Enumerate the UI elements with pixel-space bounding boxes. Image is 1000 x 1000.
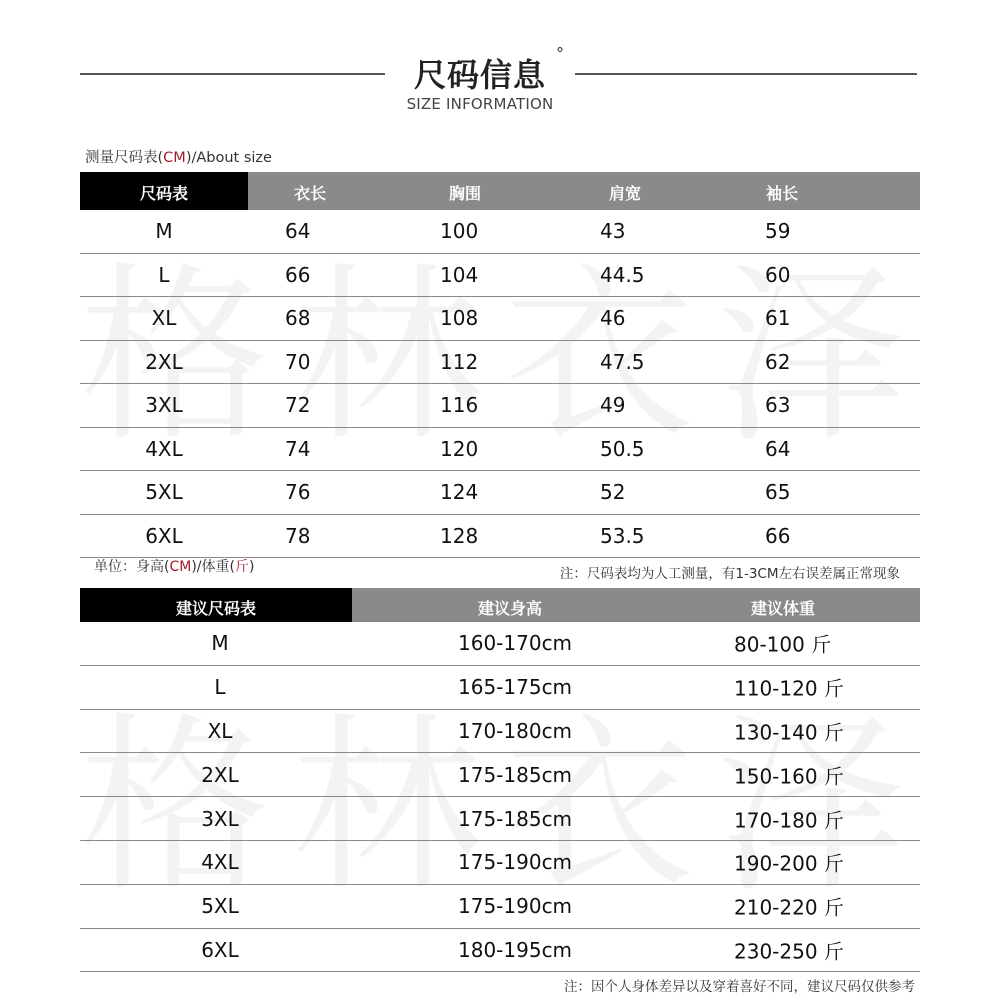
table-cell: 70 <box>285 349 311 374</box>
table-cell: 175-190cm <box>458 850 573 875</box>
size-label: 2XL <box>201 762 239 787</box>
page-subtitle: SIZE INFORMATION <box>406 95 554 113</box>
unit-label <box>94 556 254 576</box>
table-cell: 104 <box>440 262 479 287</box>
size-label: 6XL <box>201 937 239 962</box>
table-cell: 210-220 斤 <box>734 895 844 920</box>
table-cell: 110-120 斤 <box>734 676 844 701</box>
table-cell: 53.5 <box>600 523 645 548</box>
unit-note-row <box>80 554 920 584</box>
table-cell: 175-185cm <box>458 762 573 787</box>
unit-mid: )/体重( <box>191 559 235 575</box>
table-row <box>80 885 920 929</box>
table-cell: 165-175cm <box>458 675 573 700</box>
header-divider-left <box>80 73 385 75</box>
size-label: 5XL <box>201 894 239 919</box>
size-label: 3XL <box>201 806 239 831</box>
recommend-table <box>80 588 920 972</box>
column-header-weight: 建议体重 <box>750 599 815 618</box>
measure-table-header <box>80 172 920 210</box>
size-label: XL <box>207 718 233 743</box>
table-cell: 150-160 斤 <box>734 764 844 789</box>
footnote: 注：因个人身体差异以及穿着喜好不同，建议尺码仅供参考 <box>564 979 915 995</box>
table-cell: 130-140 斤 <box>734 720 844 745</box>
size-label: L <box>158 262 170 287</box>
table-cell: 44.5 <box>600 262 645 287</box>
page-title: 尺码信息 <box>413 56 546 94</box>
caption-suffix: )/About size <box>185 150 272 166</box>
column-header-shoulder: 肩宽 <box>608 184 641 203</box>
column-header-sleeve: 袖长 <box>765 184 798 203</box>
unit-suffix: ) <box>248 559 255 575</box>
size-label: 4XL <box>145 436 183 461</box>
table-row <box>80 471 920 515</box>
table-cell: 76 <box>285 480 311 505</box>
table-row <box>80 666 920 710</box>
table-cell: 80-100 斤 <box>734 632 832 657</box>
table-row <box>80 254 920 298</box>
table-cell: 63 <box>765 393 791 418</box>
table-cell: 50.5 <box>600 436 645 461</box>
table-cell: 100 <box>440 219 479 244</box>
size-label: M <box>211 631 229 656</box>
table-row <box>80 297 920 341</box>
table-row <box>80 341 920 385</box>
table-row <box>80 797 920 841</box>
table-cell: 190-200 斤 <box>734 851 844 876</box>
table-cell: 68 <box>285 306 311 331</box>
table-cell: 66 <box>285 262 311 287</box>
column-header-length: 衣长 <box>293 184 326 203</box>
size-label: 5XL <box>145 480 183 505</box>
table-cell: 64 <box>285 219 311 244</box>
page-header <box>0 40 1000 120</box>
table-row <box>80 622 920 666</box>
column-header-chest: 胸围 <box>448 184 481 203</box>
recommend-table-header <box>80 588 920 622</box>
table-cell: 112 <box>440 349 479 374</box>
table-cell: 52 <box>600 480 626 505</box>
table-cell: 170-180cm <box>458 718 573 743</box>
size-label: 2XL <box>145 349 183 374</box>
size-label: 6XL <box>145 523 183 548</box>
size-label: XL <box>151 306 177 331</box>
table-row <box>80 428 920 472</box>
table-cell: 64 <box>765 436 791 461</box>
column-header-size: 建议尺码表 <box>175 599 256 618</box>
caption-unit: CM <box>163 150 186 166</box>
unit-jin: 斤 <box>234 559 249 575</box>
table-row <box>80 841 920 885</box>
table-cell: 116 <box>440 393 479 418</box>
table-cell: 65 <box>765 480 791 505</box>
table-cell: 60 <box>765 262 791 287</box>
table-cell: 170-180 斤 <box>734 808 844 833</box>
recommend-table-body <box>80 622 920 972</box>
unit-prefix: 单位：身高( <box>94 559 170 575</box>
header-divider-right <box>575 73 917 75</box>
table-row <box>80 384 920 428</box>
table-cell: 43 <box>600 219 626 244</box>
size-label: 4XL <box>201 850 239 875</box>
table-cell: 49 <box>600 393 626 418</box>
column-header-height: 建议身高 <box>477 599 542 618</box>
size-label: M <box>155 219 173 244</box>
table-cell: 47.5 <box>600 349 645 374</box>
measurement-remark: 注：尺码表均为人工测量，有1-3CM左右误差属正常现象 <box>559 566 900 582</box>
table-cell: 62 <box>765 349 791 374</box>
size-label: L <box>214 675 226 700</box>
table-cell: 230-250 斤 <box>734 939 844 964</box>
table-cell: 66 <box>765 523 791 548</box>
table-cell: 124 <box>440 480 479 505</box>
table-cell: 175-190cm <box>458 894 573 919</box>
table-cell: 108 <box>440 306 479 331</box>
table-cell: 160-170cm <box>458 631 573 656</box>
size-label: 3XL <box>145 393 183 418</box>
measure-table-body <box>80 210 920 558</box>
table-cell: 72 <box>285 393 311 418</box>
caption-prefix: 测量尺码表( <box>85 150 164 166</box>
table-cell: 120 <box>440 436 479 461</box>
table-row <box>80 929 920 973</box>
title-degree-mark: ° <box>556 44 564 63</box>
table-row <box>80 515 920 559</box>
unit-cm: CM <box>169 559 192 575</box>
measure-caption <box>85 146 272 167</box>
table-cell: 128 <box>440 523 479 548</box>
table-cell: 175-185cm <box>458 806 573 831</box>
table-row <box>80 753 920 797</box>
column-header-size: 尺码表 <box>139 184 188 203</box>
table-cell: 61 <box>765 306 791 331</box>
table-row <box>80 710 920 754</box>
table-row <box>80 210 920 254</box>
measure-table <box>80 172 920 558</box>
table-cell: 180-195cm <box>458 937 573 962</box>
table-cell: 74 <box>285 436 311 461</box>
table-cell: 78 <box>285 523 311 548</box>
table-cell: 46 <box>600 306 626 331</box>
table-cell: 59 <box>765 219 791 244</box>
